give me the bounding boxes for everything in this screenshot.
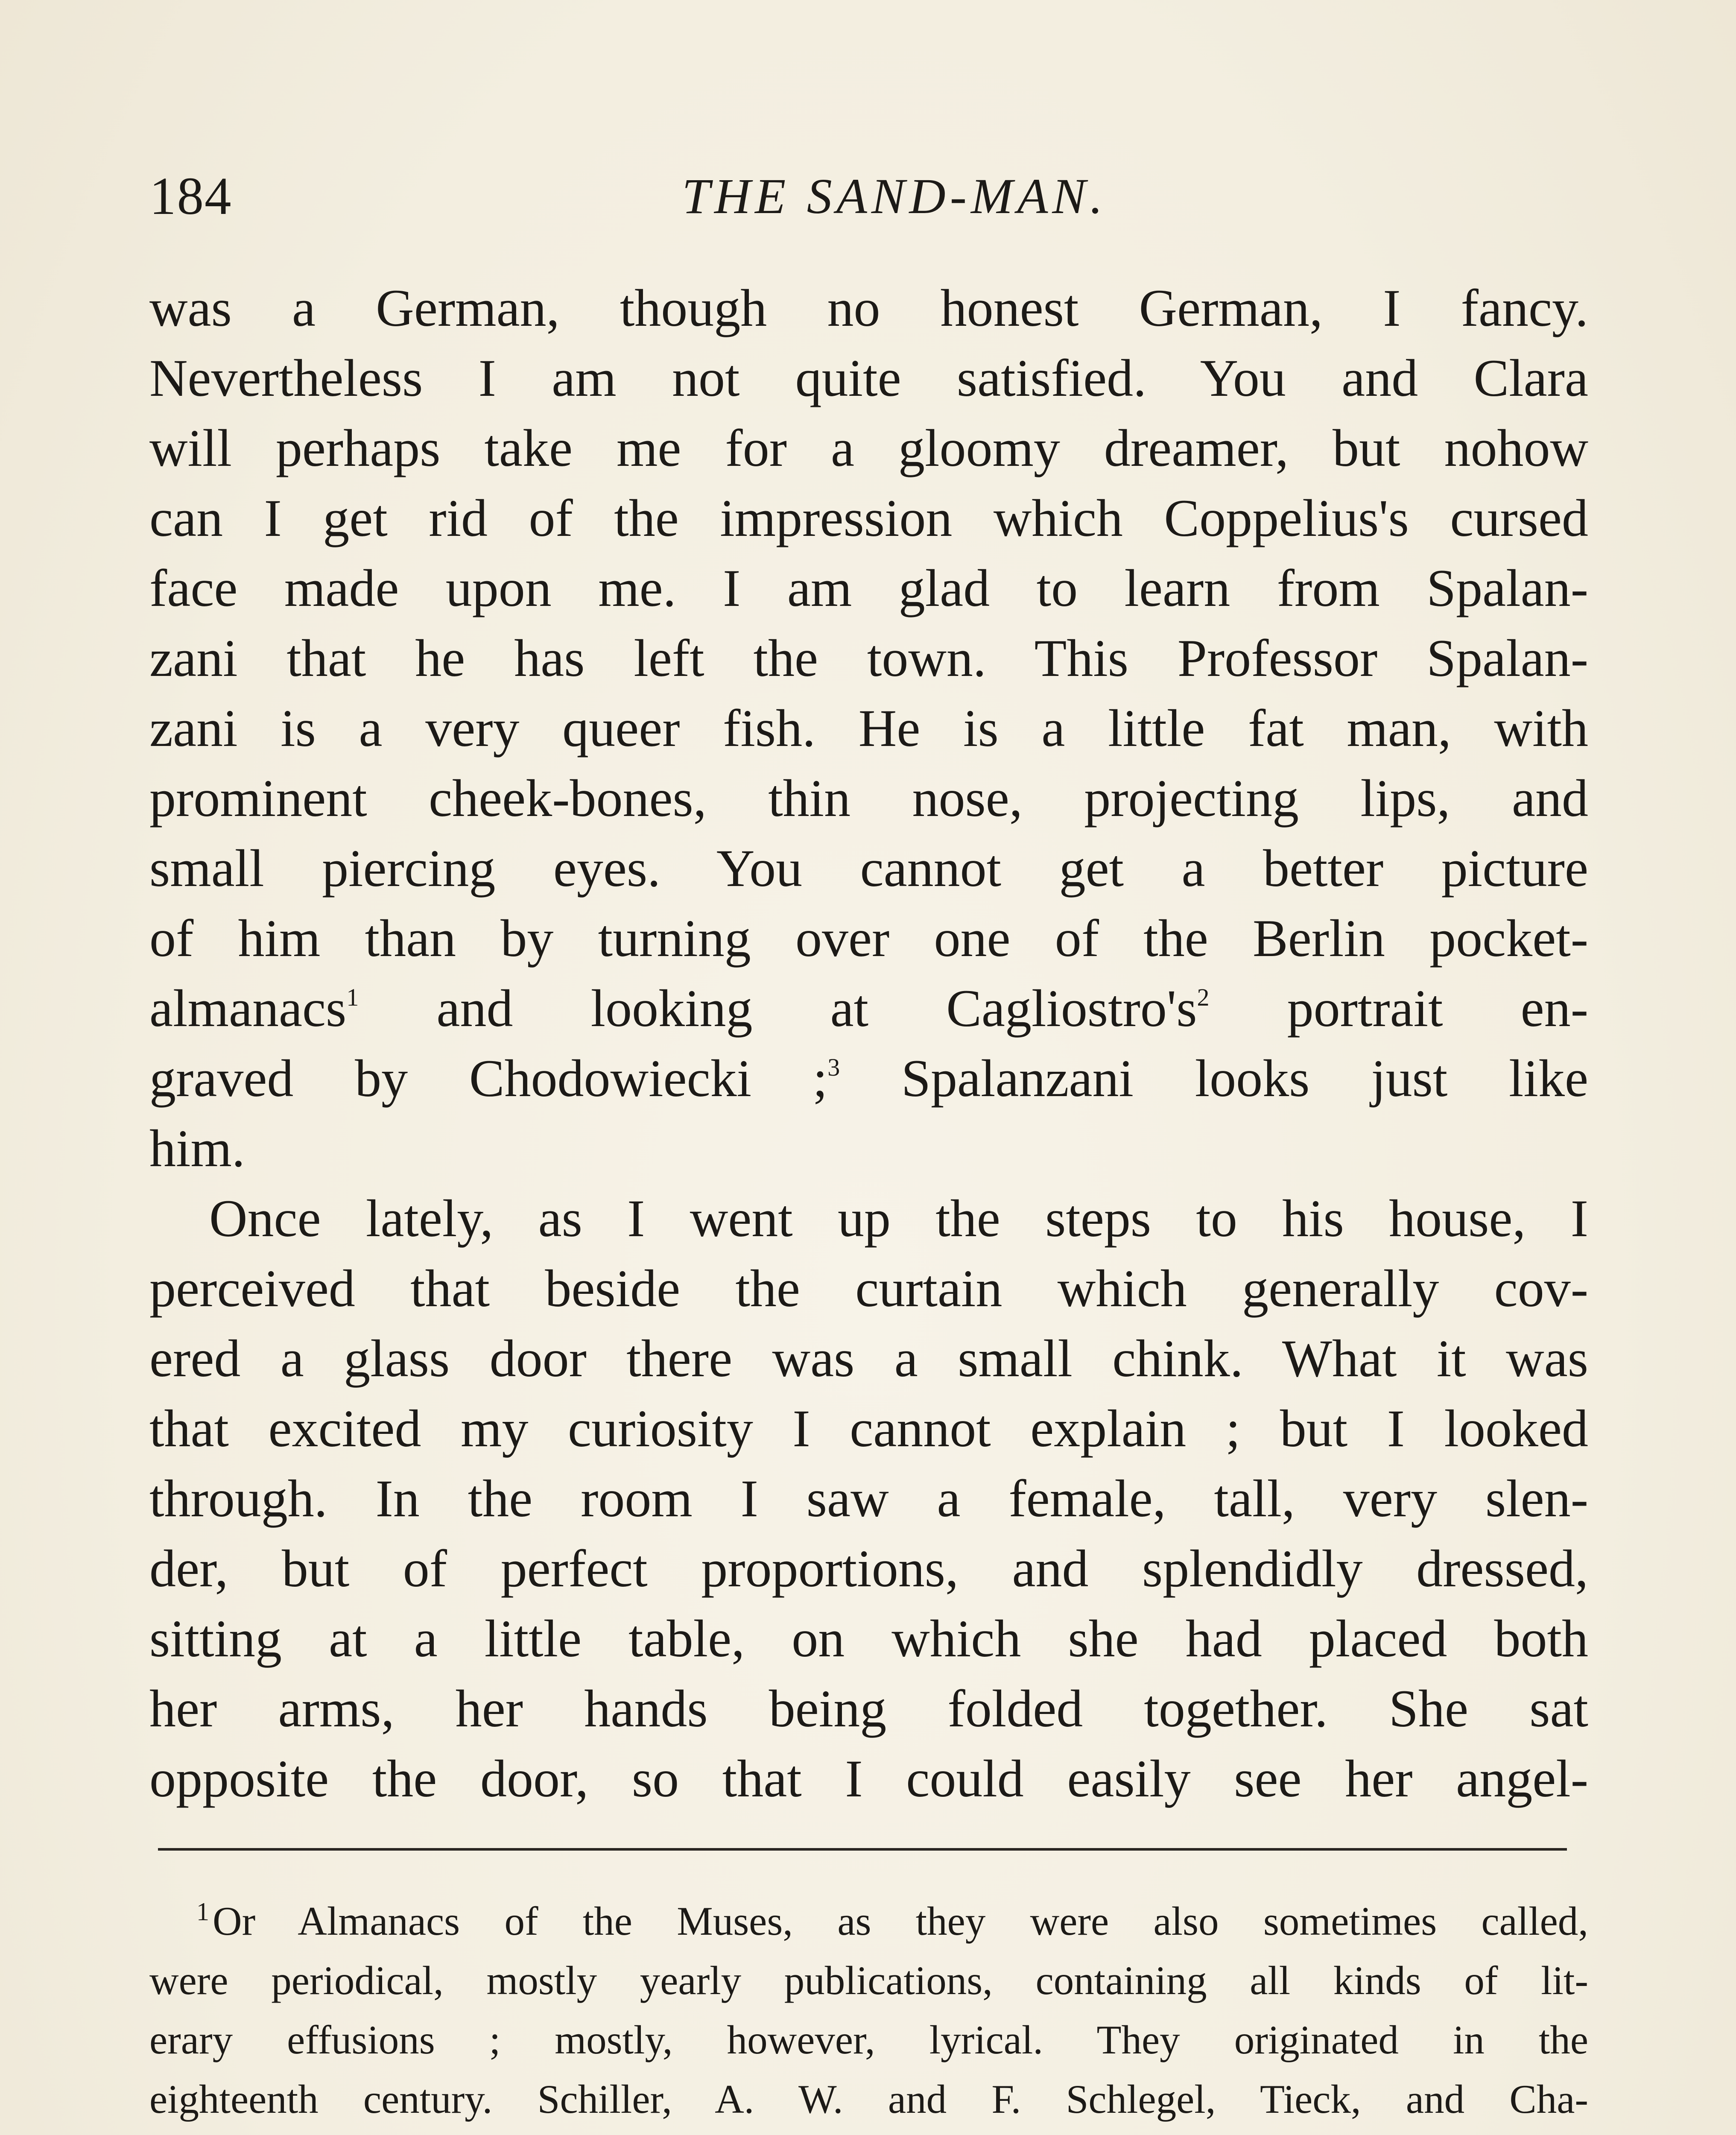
page-header [149, 162, 1588, 231]
text-line: that excited my curiosity I cannot explain ; but I looked [149, 1399, 1588, 1458]
text-line: perceived that beside the curtain which generally cov- [149, 1259, 1588, 1318]
text-line: will perhaps take me for a gloomy dreamer, but nohow [149, 419, 1588, 477]
text-line: zani is a very queer fish. He is a little fat man, with [149, 699, 1588, 757]
text-segment: and looking at Cagliostro's [359, 979, 1197, 1038]
text-line: prominent cheek-bones, thin nose, projecting lips, and [149, 769, 1588, 828]
footnote-1-line [149, 1892, 1588, 1951]
footnote-1-line: were periodical, mostly yearly publications, containing all kinds of lit- [149, 1958, 1588, 2003]
text-line: der, but of perfect proportions, and splendidly dressed, [149, 1539, 1588, 1598]
text-line: Nevertheless I am not quite satisfied. You and Clara [149, 349, 1588, 407]
footnote-1-line [149, 2129, 1588, 2135]
running-title: THE SAND-MAN. [682, 168, 1107, 224]
text-line: face made upon me. I am glad to learn from Spalan- [149, 559, 1588, 617]
footnote-ref-2: 2 [1197, 983, 1210, 1011]
text-line-with-footnote-refs [149, 1044, 1588, 1114]
text-segment: almanacs [149, 979, 347, 1038]
footnotes [149, 1892, 1588, 2135]
text-line-with-footnote-refs [149, 974, 1588, 1044]
footnote-ref-3: 3 [827, 1053, 840, 1081]
text-line: him. [149, 1119, 245, 1178]
page-number: 184 [149, 167, 232, 226]
paragraph-start-line: Once lately, as I went up the steps to his house, I [209, 1189, 1588, 1248]
text-segment: Spalanzani looks just like [840, 1049, 1588, 1108]
text-line: small piercing eyes. You cannot get a better picture [149, 839, 1588, 898]
text-line: her arms, her hands being folded together. She sat [149, 1679, 1588, 1738]
main-text [149, 273, 1588, 1814]
text-line: sitting at a little table, on which she had placed both [149, 1609, 1588, 1668]
text-line: opposite the door, so that I could easily see her angel- [149, 1749, 1588, 1808]
text-line: zani that he has left the town. This Professor Spalan- [149, 629, 1588, 687]
footnote-1-line: eighteenth century. Schiller, A. W. and F. Schlegel, Tieck, and Cha- [149, 2077, 1588, 2122]
text-line: of him than by turning over one of the Berlin pocket- [149, 909, 1588, 968]
text-line: through. In the room I saw a female, tall, very slen- [149, 1469, 1588, 1528]
text-segment: graved by Chodowiecki ; [149, 1049, 828, 1108]
footnote-1-marker: 1 [196, 1898, 209, 1926]
text-line: ered a glass door there was a small chink. What it was [149, 1329, 1588, 1388]
text-segment: portrait en- [1209, 979, 1588, 1038]
text-line: was a German, though no honest German, I fancy. [149, 279, 1588, 337]
footnote-divider [158, 1848, 1567, 1851]
footnote-1-line: erary effusions ; mostly, however, lyrical. They originated in the [149, 2017, 1588, 2062]
footnote-ref-1: 1 [346, 983, 359, 1011]
text-line: can I get rid of the impression which Coppelius's cursed [149, 489, 1588, 547]
footnote-text: Or Almanacs of the Muses, as they were also sometimes called, [213, 1898, 1588, 1944]
